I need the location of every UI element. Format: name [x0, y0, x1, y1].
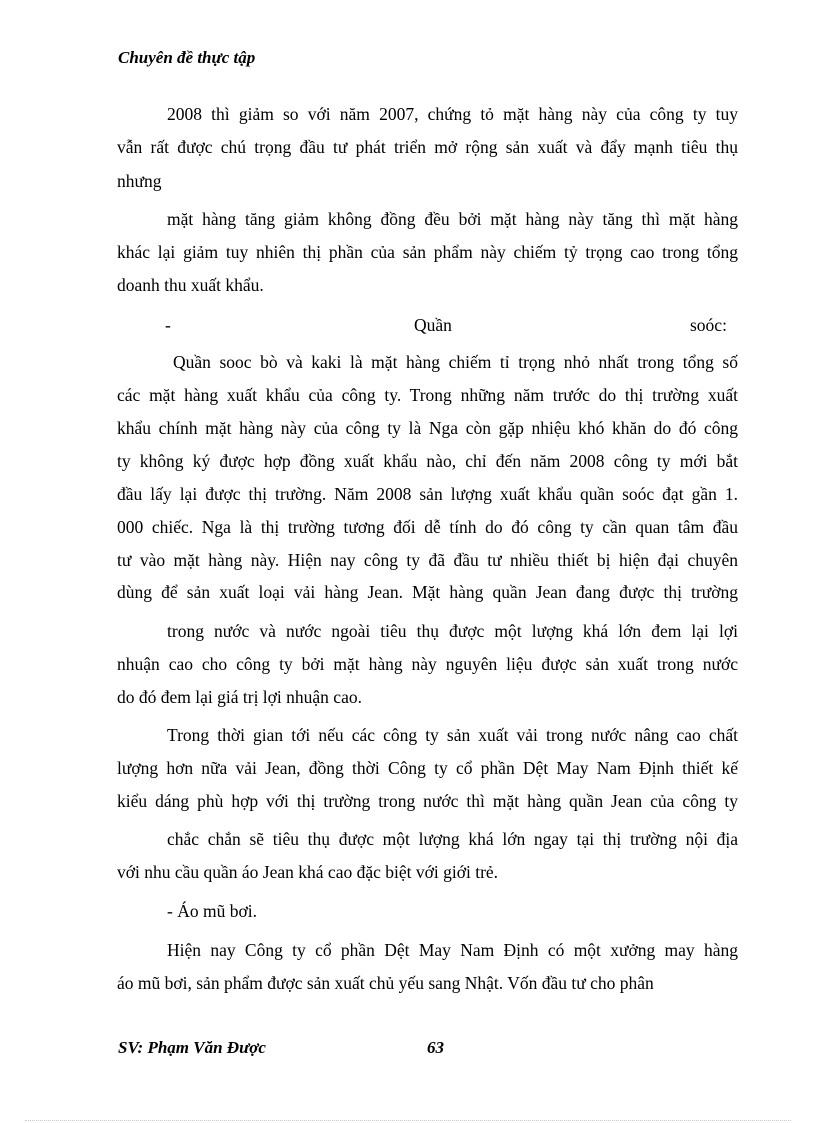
- paragraph-line: chắc chắn sẽ tiêu thụ được một lượng khá lớn ngay tại thị trường nội địa: [167, 829, 738, 849]
- heading-word: Quần: [414, 315, 452, 335]
- paragraph-line: với nhu cầu quần áo Jean khá cao đặc biệt với giới trẻ.: [117, 862, 499, 882]
- section-heading-ao-mu-boi: - Áo mũ bơi.: [167, 901, 257, 921]
- paragraph-line: Hiện nay Công ty cổ phần Dệt May Nam Định có một xưởng may hàng: [167, 940, 738, 960]
- paragraph-line: Trong thời gian tới nếu các công ty sản xuất vải trong nước nâng cao chất: [167, 725, 738, 745]
- paragraph-line: 2008 thì giảm so với năm 2007, chứng tỏ mặt hàng này của công ty tuy: [167, 104, 738, 124]
- paragraph-line: nhuận cao cho công ty bởi mặt hàng này nguyên liệu được sản xuất trong nước: [117, 654, 738, 674]
- footer-page-number: 63: [427, 1038, 444, 1057]
- heading-dash: -: [165, 315, 171, 335]
- paragraph-line: mặt hàng tăng giảm không đồng đều bởi mặt hàng này tăng thì mặt hàng: [167, 209, 738, 229]
- paragraph-line: dùng để sản xuất loại vải hàng Jean. Mặt hàng quần Jean đang được thị trường: [117, 582, 738, 602]
- paragraph-line: tư vào mặt hàng này. Hiện nay công ty đã đầu tư nhiều thiết bị hiện đại chuyên: [117, 550, 738, 570]
- paragraph-line: lượng hơn nữa vải Jean, đồng thời Công ty cổ phần Dệt May Nam Định thiết kế: [117, 758, 738, 778]
- page-header-title: Chuyên đề thực tập: [118, 48, 256, 67]
- paragraph-line: trong nước và nước ngoài tiêu thụ được một lượng khá lớn đem lại lợi: [167, 621, 738, 641]
- paragraph-line: nhưng: [117, 171, 162, 191]
- paragraph-line: ty không ký được hợp đồng xuất khẩu nào, chỉ đến năm 2008 công ty mới bắt: [117, 451, 738, 471]
- page-bottom-divider: [25, 1120, 791, 1121]
- paragraph-line: khẩu chính mặt hàng này của công ty là Nga còn gặp nhiệu khó khăn do đó công: [117, 418, 738, 438]
- heading-word: soóc:: [690, 315, 727, 335]
- paragraph-line: doanh thu xuất khẩu.: [117, 275, 264, 295]
- paragraph-line: do đó đem lại giá trị lợi nhuận cao.: [117, 687, 362, 707]
- paragraph-line: kiểu dáng phù hợp với thị trường trong nước thì mặt hàng quần Jean của công ty: [117, 791, 738, 811]
- paragraph-line: các mặt hàng xuất khẩu của công ty. Trong những năm trước do thị trường xuất: [117, 385, 738, 405]
- paragraph-line: đầu lấy lại được thị trường. Năm 2008 sản lượng xuất khẩu quần soóc đạt gần 1.: [117, 484, 738, 504]
- paragraph-line: vẫn rất được chú trọng đầu tư phát triển mở rộng sản xuất và đẩy mạnh tiêu thụ: [117, 137, 738, 157]
- paragraph-line: khác lại giảm tuy nhiên thị phần của sản phẩm này chiếm tỷ trọng cao trong tổng: [117, 242, 738, 262]
- paragraph-line: áo mũ bơi, sản phẩm được sản xuất chủ yếu sang Nhật. Vốn đầu tư cho phân: [117, 973, 654, 993]
- footer-author: SV: Phạm Văn Được: [118, 1038, 266, 1057]
- paragraph-line: 000 chiếc. Nga là thị trường tương đối dễ tính do đó công ty cần quan tâm đầu: [117, 517, 738, 537]
- paragraph-line: Quần sooc bò và kaki là mặt hàng chiếm tỉ trọng nhỏ nhất trong tổng số: [173, 352, 738, 372]
